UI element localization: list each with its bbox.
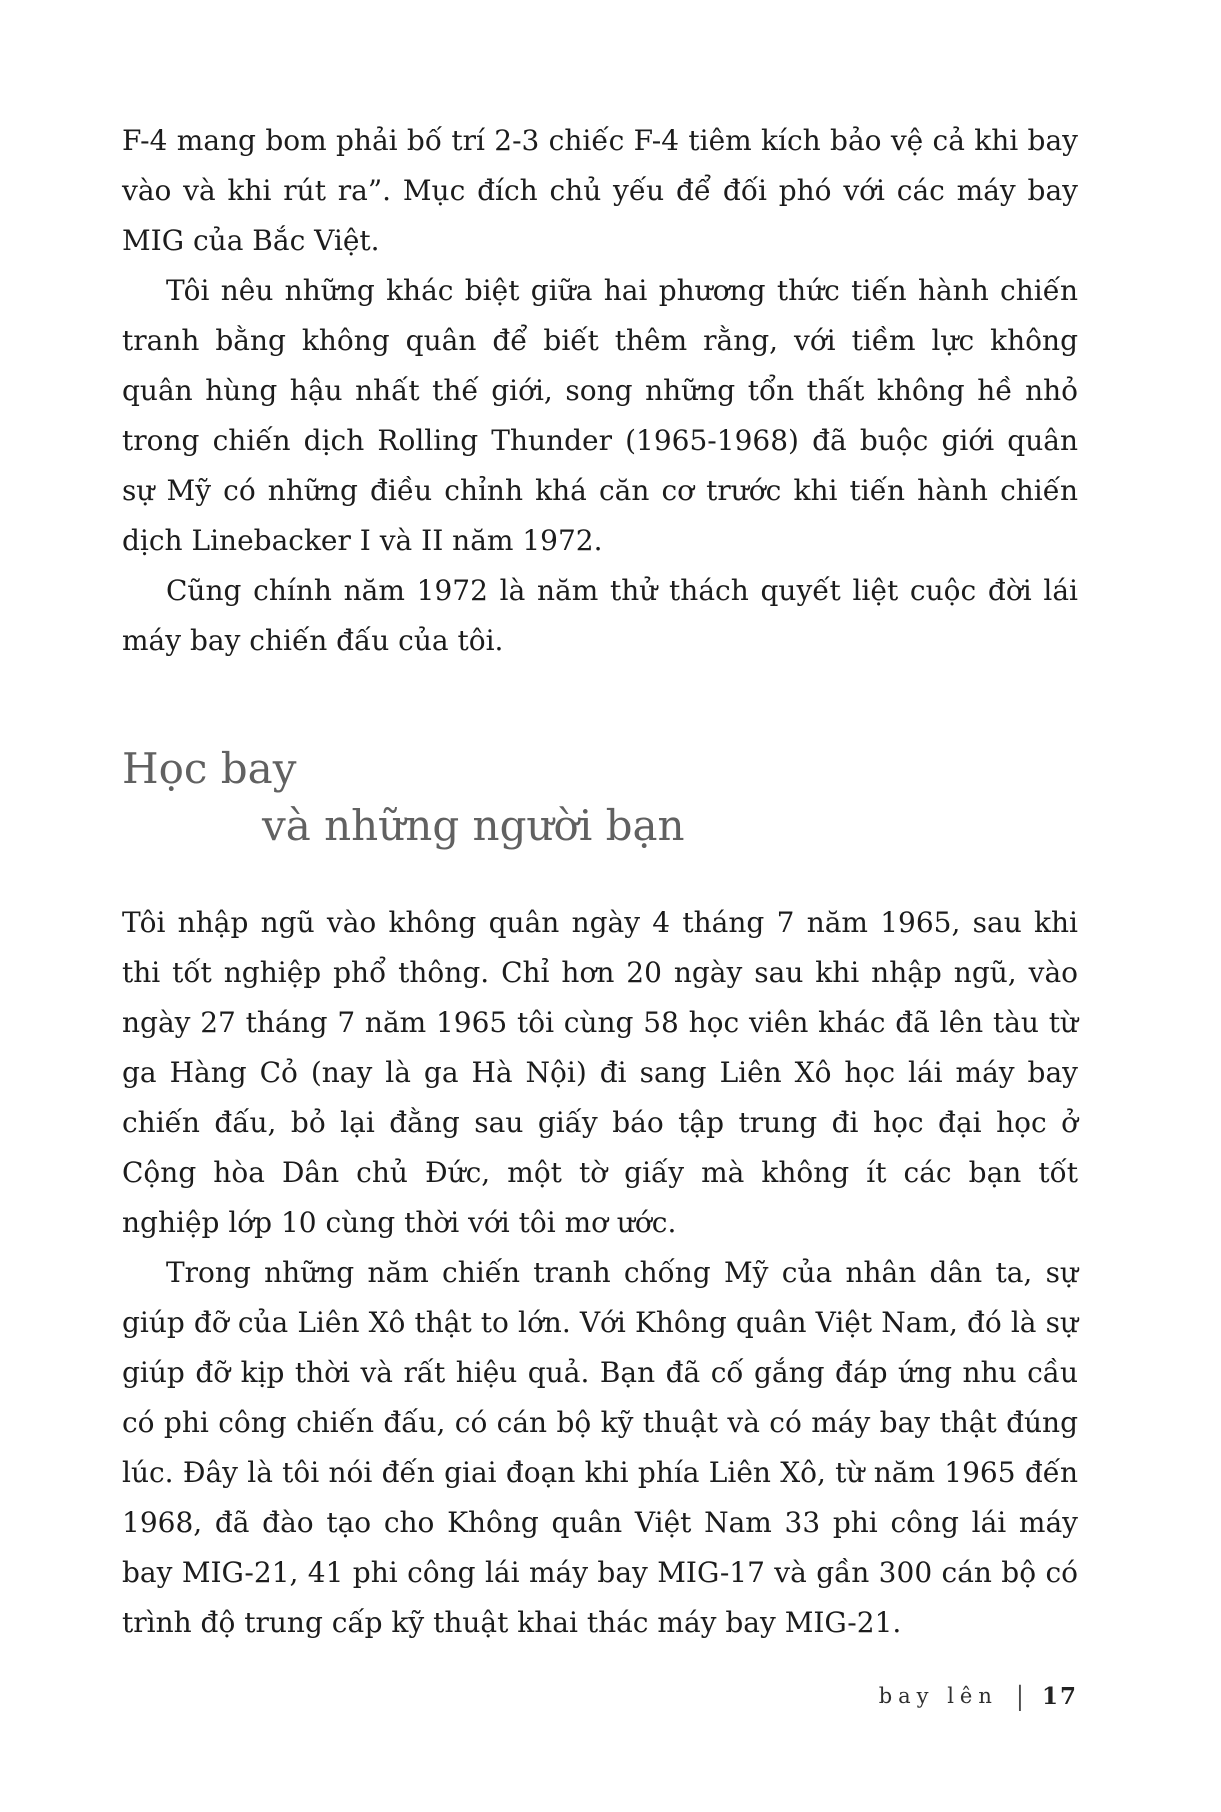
section-heading (122, 740, 1078, 854)
footer-separator: | (1015, 1680, 1024, 1712)
paragraph-air-war-differences: Tôi nêu những khác biệt giữa hai phương thức tiến hành chiến tranh bằng không quân để biết thêm rằng, với tiềm lực không quân hùng hậu nhất thế giới, song những tổn thất không hề nhỏ trong chiến dịch Rolling Thunder (1965-1968) đã buộc giới quân sự Mỹ có những điều chỉnh khá căn cơ trước khi tiến hành chiến dịch Linebacker I và II năm 1972. (122, 274, 1078, 557)
paragraph-f4-escort: F-4 mang bom phải bố trí 2-3 chiếc F-4 tiêm kích bảo vệ cả khi bay vào và khi rút ra”. Mục đích chủ yếu để đối phó với các máy bay MIG của Bắc Việt. (122, 124, 1078, 257)
paragraph-soviet-assistance: Trong những năm chiến tranh chống Mỹ của nhân dân ta, sự giúp đỡ của Liên Xô thật to lớn. Với Không quân Việt Nam, đó là sự giúp đỡ kịp thời và rất hiệu quả. Bạn đã cố gắng đáp ứng nhu cầu có phi công chiến đấu, có cán bộ kỹ thuật và có máy bay thật đúng lúc. Đây là tôi nói đến giai đoạn khi phía Liên Xô, từ năm 1965 đến 1968, đã đào tạo cho Không quân Việt Nam 33 phi công lái máy bay MIG-21, 41 phi công lái máy bay MIG-17 và gần 300 cán bộ có trình độ trung cấp kỹ thuật khai thác máy bay MIG-21. (122, 1256, 1078, 1639)
paragraph-year-1972: Cũng chính năm 1972 là năm thử thách quyết liệt cuộc đời lái máy bay chiến đấu của tôi. (122, 574, 1078, 657)
paragraph-enlistment: Tôi nhập ngũ vào không quân ngày 4 tháng 7 năm 1965, sau khi thi tốt nghiệp phổ thông. Chỉ hơn 20 ngày sau khi nhập ngũ, vào ngày 27 tháng 7 năm 1965 tôi cùng 58 học viên khác đã lên tàu từ ga Hàng Cỏ (nay là ga Hà Nội) đi sang Liên Xô học lái máy bay chiến đấu, bỏ lại đằng sau giấy báo tập trung đi học đại học ở Cộng hòa Dân chủ Đức, một tờ giấy mà không ít các bạn tốt nghiệp lớp 10 cùng thời với tôi mơ ước. (122, 906, 1078, 1239)
page-number: 17 (1041, 1682, 1078, 1710)
section-heading-line-1: Học bay (122, 744, 297, 793)
section-heading-line-2: và những người bạn (262, 801, 685, 850)
running-title: bay lên (878, 1684, 998, 1708)
text-block (122, 116, 1078, 1648)
page-footer (879, 1682, 1078, 1710)
